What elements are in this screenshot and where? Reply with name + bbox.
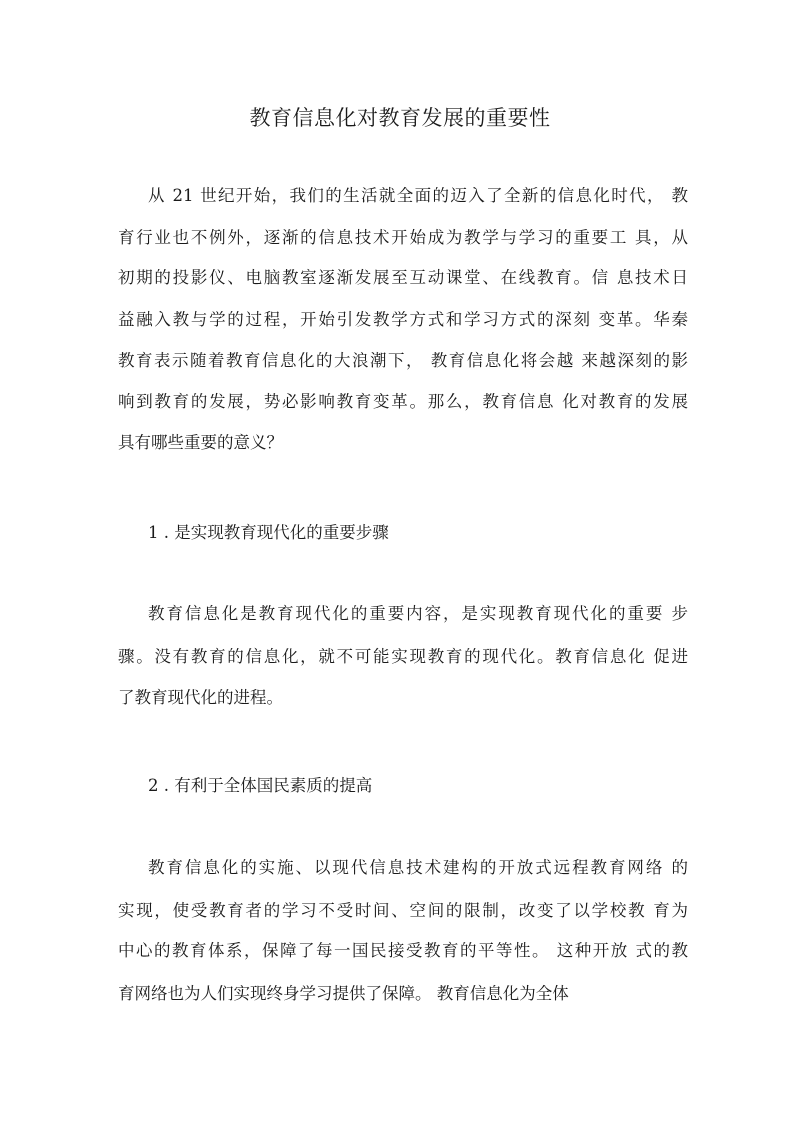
- paragraph-line: 育行业也不例外，逐渐的信息技术开始成为教学与学习的重要工 具，从: [118, 228, 688, 247]
- paragraph-line: 教育信息化的实施、以现代信息技术建构的开放式远程教育网络 的: [148, 858, 688, 877]
- paragraph-line: 从 21 世纪开始，我们的生活就全面的迈入了全新的信息化时代， 教: [148, 186, 688, 205]
- section-heading-1: 1 . 是实现教育现代化的重要步骤: [148, 523, 389, 542]
- paragraph-line: 实现，使受教育者的学习不受时间、空间的限制，改变了以学校教 育为: [118, 901, 688, 920]
- paragraph-line: 初期的投影仪、电脑教室逐渐发展至互动课堂、在线教育。信 息技术日: [118, 268, 688, 287]
- paragraph-line: 具有哪些重要的意义？: [118, 433, 283, 452]
- paragraph-line: 益融入教与学的过程，开始引发教学方式和学习方式的深刻 变革。华秦: [118, 310, 688, 329]
- paragraph-line: 育网络也为人们实现终身学习提供了保障。 教育信息化为全体: [118, 984, 569, 1003]
- paragraph-line: 了教育现代化的进程。: [118, 688, 283, 707]
- document-title: 教育信息化对教育发展的重要性: [249, 106, 551, 130]
- paragraph-line: 中心的教育体系，保障了每一国民接受教育的平等性。 这种开放 式的教: [118, 941, 688, 960]
- paragraph-line: 教育表示随着教育信息化的大浪潮下， 教育信息化将会越 来越深刻的影: [118, 351, 688, 370]
- paragraph-line: 响到教育的发展，势必影响教育变革。那么，教育信息 化对教育的发展: [118, 392, 688, 411]
- section-heading-2: 2 . 有利于全体国民素质的提高: [148, 776, 373, 795]
- paragraph-line: 教育信息化是教育现代化的重要内容，是实现教育现代化的重要 步: [148, 604, 688, 623]
- paragraph-line: 骤。没有教育的信息化，就不可能实现教育的现代化。教育信息化 促进: [118, 647, 688, 666]
